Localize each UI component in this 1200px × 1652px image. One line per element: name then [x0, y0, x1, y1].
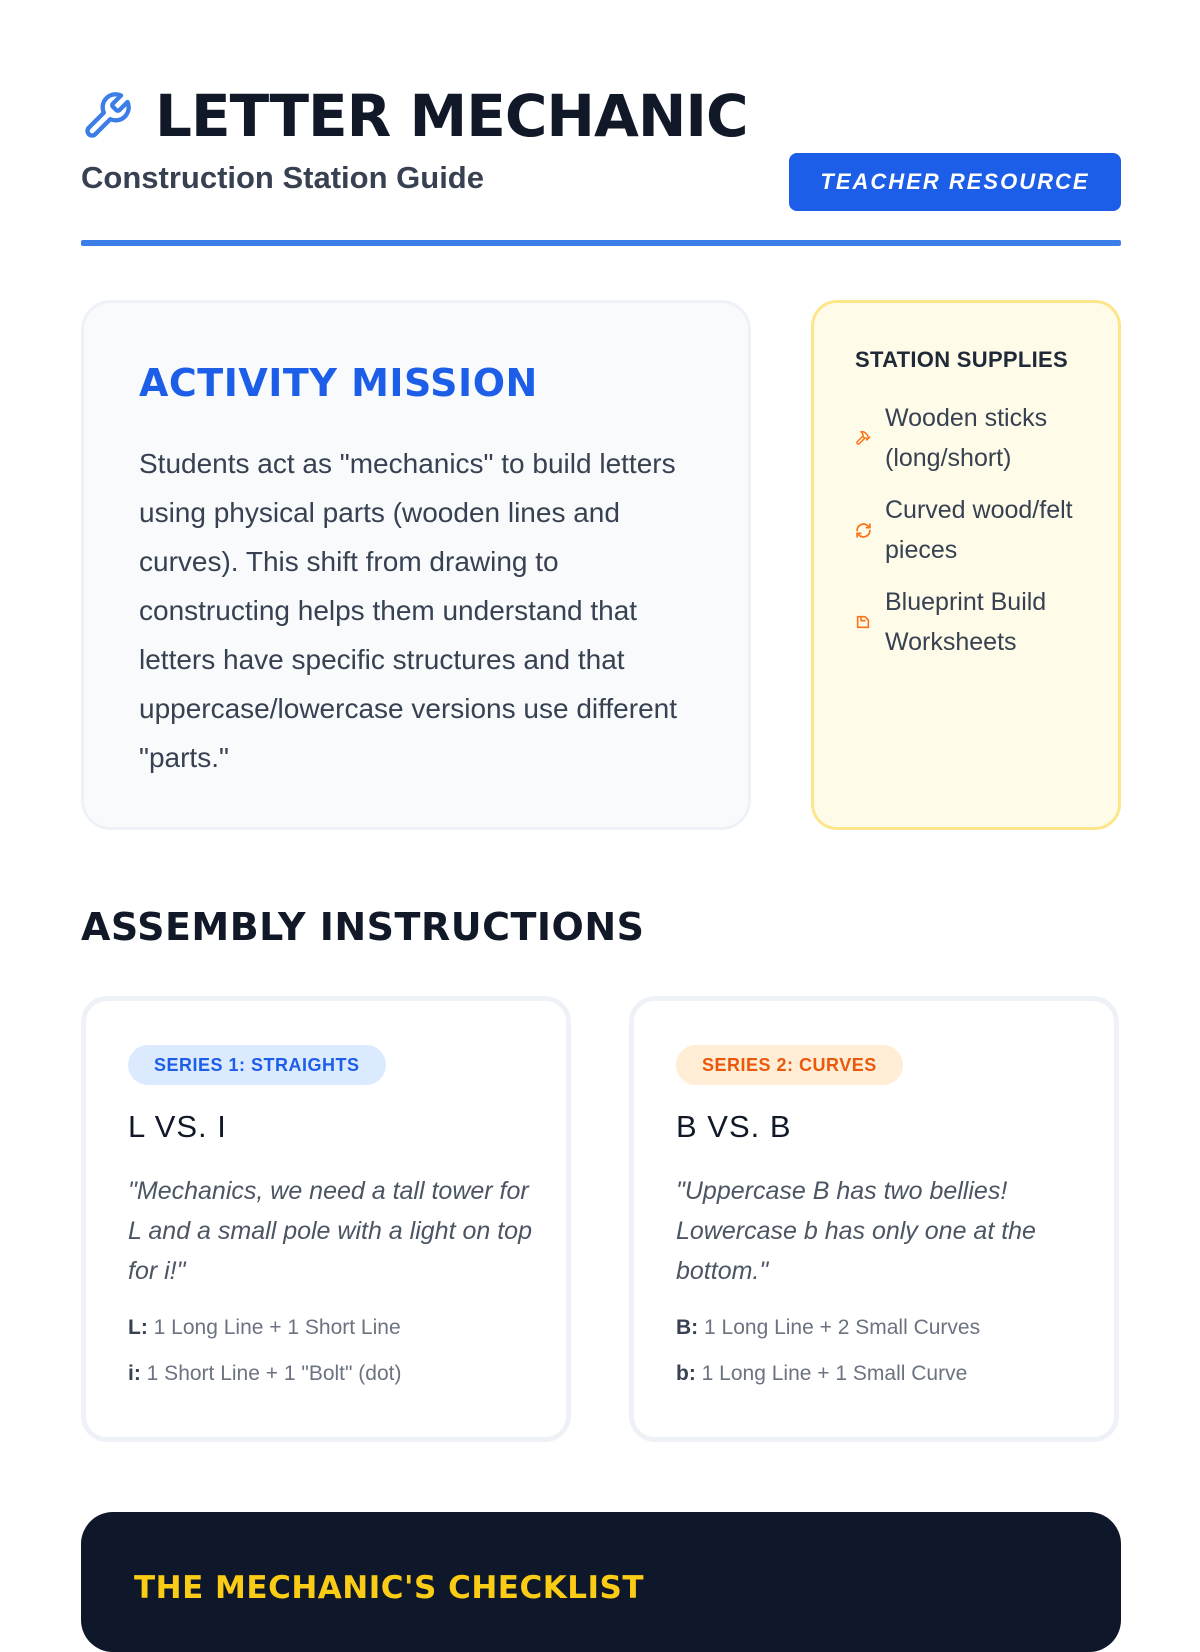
assembly-title: ASSEMBLY INSTRUCTIONS — [81, 905, 645, 949]
formula-value: 1 Long Line + 1 Small Curve — [701, 1362, 968, 1385]
formula-value: 1 Long Line + 1 Short Line — [153, 1316, 401, 1339]
card-title: L VS. I — [128, 1109, 227, 1144]
teacher-resource-badge: TEACHER RESOURCE — [789, 153, 1121, 211]
mechanic-checklist-panel — [81, 1512, 1121, 1652]
card-quote: "Uppercase B has two bellies! Lowercase b has only one at the bottom." — [676, 1177, 1036, 1285]
document-icon — [855, 614, 885, 630]
series-tag: SERIES 2: CURVES — [676, 1045, 903, 1085]
supply-label: Blueprint Build Worksheets — [885, 588, 1047, 656]
mission-text: Students act as "mechanics" to build letters using physical parts (wooden lines and curves). This shift from drawing to constructing helps them understand that letters have specific structures and that uppercase/lowercase versions use different "parts." — [139, 448, 678, 773]
formula-row — [676, 1316, 980, 1340]
series-curves-card — [629, 996, 1119, 1442]
supply-item-curves — [855, 490, 1095, 570]
formula-row — [128, 1316, 401, 1340]
header — [81, 78, 1121, 248]
formula-key: L: — [128, 1316, 148, 1339]
station-supplies-card — [811, 300, 1121, 830]
formula-value: 1 Long Line + 2 Small Curves — [704, 1316, 981, 1339]
formula-key: B: — [676, 1316, 699, 1339]
formula-value: 1 Short Line + 1 "Bolt" (dot) — [146, 1362, 402, 1385]
series-straights-card — [81, 996, 571, 1442]
supply-item-sticks — [855, 398, 1095, 478]
header-divider — [81, 240, 1121, 246]
page-title: LETTER MECHANIC — [155, 82, 748, 150]
formula-key: b: — [676, 1362, 696, 1385]
checklist-title: THE MECHANIC'S CHECKLIST — [134, 1570, 645, 1606]
card-quote: "Mechanics, we need a tall tower for L and a small pole with a light on top for i!" — [128, 1177, 532, 1285]
series-tag: SERIES 1: STRAIGHTS — [128, 1045, 386, 1085]
formula-row — [676, 1362, 967, 1386]
title-row — [81, 78, 748, 154]
formula-row — [128, 1362, 401, 1386]
card-title: B VS. B — [676, 1109, 792, 1144]
supply-label: Curved wood/felt pieces — [885, 496, 1073, 564]
page-subtitle: Construction Station Guide — [81, 160, 484, 195]
activity-mission-card — [81, 300, 751, 830]
hammer-icon — [855, 430, 885, 446]
refresh-icon — [855, 522, 885, 539]
supplies-title: STATION SUPPLIES — [855, 347, 1069, 372]
supply-item-worksheets — [855, 582, 1095, 662]
supply-label: Wooden sticks (long/short) — [885, 404, 1048, 472]
supply-list — [855, 398, 1095, 674]
wrench-icon — [81, 90, 133, 142]
formula-key: i: — [128, 1362, 141, 1385]
mission-title: ACTIVITY MISSION — [139, 361, 538, 405]
